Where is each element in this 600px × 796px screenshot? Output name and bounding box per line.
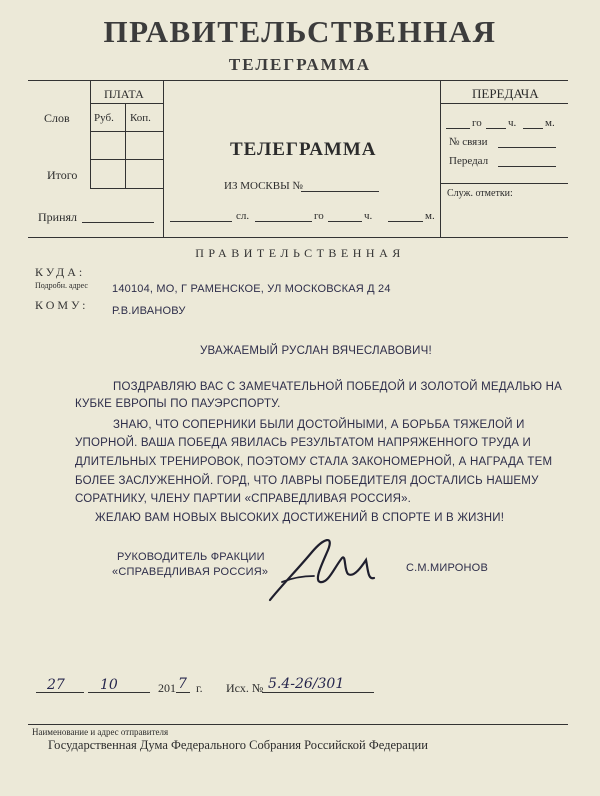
itogo-label: Итого [47, 168, 78, 182]
plata-label: ПЛАТА [104, 87, 144, 101]
peredacha-day-field [446, 128, 470, 129]
form-top-border [28, 80, 568, 81]
plata-table-row1 [90, 103, 163, 104]
prinyal-field [82, 222, 154, 223]
ish-number-field [262, 692, 374, 693]
form-title: ПРАВИТЕЛЬСТВЕННАЯ [103, 14, 497, 49]
form-subtitle: ТЕЛЕГРАММА [228, 55, 372, 74]
podrobn-label: Подробн. адрес [35, 281, 88, 290]
date-day-field [36, 692, 84, 693]
ish-number: 5.4-26/301 [268, 676, 345, 692]
address-value: 140104, МО, Г РАМЕНСКОЕ, УЛ МОСКОВСКАЯ Д 24 [112, 283, 391, 295]
go-field [255, 221, 312, 222]
plata-table-row4 [90, 188, 163, 189]
handwritten-signature [262, 530, 382, 610]
prinyal-label: Принял [38, 210, 78, 224]
telegram-type: ПРАВИТЕЛЬСТВЕННАЯ [195, 246, 405, 260]
iz-moskvy-label: ИЗ МОСКВЫ № [224, 180, 303, 192]
iz-moskvy-field [301, 191, 379, 192]
ch-field [328, 221, 362, 222]
peredacha-min-field [523, 128, 543, 129]
date-g-label: г. [196, 681, 203, 695]
plata-table-row2 [90, 131, 163, 132]
sluzh-label: Служ. отметки: [447, 188, 513, 199]
peredacha-m-label: м. [545, 117, 555, 129]
plata-table-mid [125, 103, 126, 188]
center-title: ТЕЛЕГРАММА [230, 139, 377, 160]
m-label: м. [425, 210, 435, 222]
body-line-3: ЗНАЮ, ЧТО СОПЕРНИКИ БЫЛИ ДОСТОЙНЫМИ, А БОРЬБА ТЯЖЕЛОЙ И [113, 419, 525, 431]
sluzh-divider [440, 183, 568, 184]
date-year-digit: 7 [178, 676, 187, 692]
peredal-field [498, 166, 556, 167]
m-field [388, 221, 423, 222]
form-left-divider [163, 80, 164, 238]
body-line-4: УПОРНОЙ. ВАША ПОБЕДА ЯВИЛАСЬ РЕЗУЛЬТАТОМ НАПРЯЖЕННОГО ТРУДА И [75, 437, 531, 449]
date-year-field [176, 692, 190, 693]
body-line-5: ДЛИТЕЛЬНЫХ ТРЕНИРОВОК, ПОЭТОМУ СТАЛА ЗАКОНОМЕРНОЙ, А НАГРАДА ТЕМ [75, 456, 553, 468]
ish-label: Исх. № [226, 681, 264, 695]
date-month: 10 [100, 677, 118, 693]
sender-value: Государственная Дума Федерального Собрания Российской Федерации [48, 738, 428, 752]
ch-label: ч. [364, 210, 373, 222]
body-line-1: ПОЗДРАВЛЯЮ ВАС С ЗАМЕЧАТЕЛЬНОЙ ПОБЕДОЙ И ЗОЛОТОЙ МЕДАЛЬЮ НА [113, 381, 562, 393]
body-line-8: ЖЕЛАЮ ВАМ НОВЫХ ВЫСОКИХ ДОСТИЖЕНИЙ В СПОРТЕ И В ЖИЗНИ! [95, 512, 505, 524]
date-year-prefix: 201 [158, 681, 176, 695]
sender-divider [28, 724, 568, 725]
plata-table-left [90, 80, 91, 188]
body-line-7: СОРАТНИКУ, ЧЛЕНУ ПАРТИИ «СПРАВЕДЛИВАЯ РОССИЯ». [75, 493, 412, 505]
rub-label: Руб. [94, 112, 114, 124]
salutation: УВАЖАЕМЫЙ РУСЛАН ВЯЧЕСЛАВОВИЧ! [200, 345, 432, 357]
signature-title-1: РУКОВОДИТЕЛЬ ФРАКЦИИ [117, 551, 265, 563]
peredacha-hour-field [486, 128, 506, 129]
n-svyazi-label: № связи [449, 136, 488, 148]
recipient-value: Р.В.ИВАНОВУ [112, 305, 186, 317]
form-bottom-border [28, 237, 568, 238]
peredal-label: Передал [449, 155, 489, 167]
peredacha-underline [440, 103, 568, 104]
peredacha-ch-label: ч. [508, 117, 517, 129]
plata-table-row3 [90, 159, 163, 160]
signature-title-2: «СПРАВЕДЛИВАЯ РОССИЯ» [112, 566, 269, 578]
sender-label: Наименование и адрес отправителя [32, 727, 169, 737]
kop-label: Коп. [130, 112, 151, 124]
peredacha-label: ПЕРЕДАЧА [472, 86, 539, 101]
date-month-field [88, 692, 150, 693]
n-svyazi-field [498, 147, 556, 148]
komu-label: КОМУ: [35, 298, 89, 312]
date-day: 27 [47, 677, 65, 693]
body-line-2: КУБКЕ ЕВРОПЫ ПО ПАУЭРСПОРТУ. [75, 398, 281, 410]
go-label: го [314, 210, 324, 222]
kuda-label: КУДА: [35, 265, 86, 279]
sl-field [170, 221, 232, 222]
slov-label: Слов [44, 111, 70, 125]
body-line-6: БОЛЕЕ ЗАСЛУЖЕННОЙ. ГОРД, ЧТО ЛАВРЫ ПОБЕДИТЕЛЯ ДОСТАЛИСЬ НАШЕМУ [75, 475, 539, 487]
signer-name: С.М.МИРОНОВ [406, 562, 488, 574]
peredacha-go-label: го [472, 117, 482, 129]
sl-label: сл. [236, 210, 250, 222]
